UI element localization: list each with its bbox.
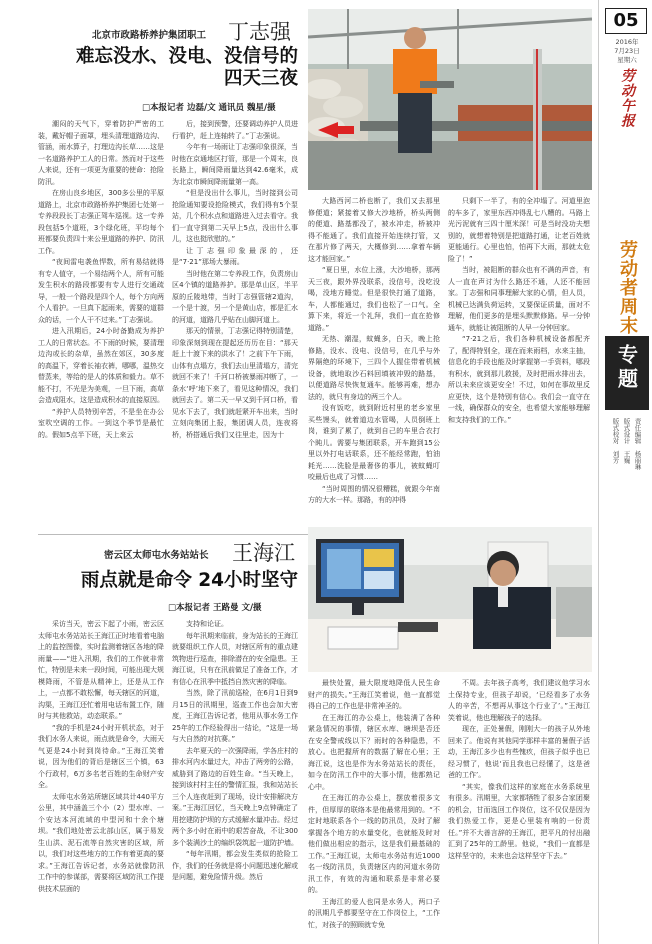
paragraph: “每年汛期，都会发生类似的抢险工作，我们的任务就是将小问题迅速化解或是问题，避免险情升级。然后 — [172, 850, 298, 881]
date-weekday: 星期六 — [617, 56, 637, 64]
story1-kicker: 北京市政路桥养护集团职工 — [92, 30, 207, 41]
page-number: 05 — [613, 10, 639, 31]
paragraph: “其实，像我们这样的家庭在水务系统里有很多。汛期里，大家都牺牲了很多合家团聚的机会，甘而选回工作岗位，这不仅仅是因为我们热爱工作，更是心里装有响的一份责任。”并不大善言辞的王海江，把平凡的付出融汇到了25年的工龄里。他说，“我们一直都是这样坚守的，未来也会这样坚守下去。” — [448, 782, 590, 860]
paragraph: 大路西河二桥也断了，我们又去那里修便道；紧接着又修大沙地桥，桥头两侧的便道、路基都没了，被水冲走，桥被冲得不能通了。我们直接开始连续打管，又在那片修了两天，大概修到……拿着车辆这才能回家。” — [308, 197, 440, 263]
story1-photo — [308, 9, 592, 190]
paragraph: 进入汛期后，24小时备勤成为养护工人的日常状态。不下雨的时候，要清理边沟或长的杂草，虽然在郊区，30多度的高温下，穿着长袖衣裤，哪哪，温热交替蒸来，等给的是人的体质和毅力。草不能不打，不光是为美观，一旦下雨，高草会造成阻水，这是造成积水的直接原因。 — [38, 327, 164, 404]
paragraph: “养护人员特别辛苦，不是坐在办公室吹空调的工作。一到这个季节是最忙的。假如5点半下班，天上来云 — [38, 407, 164, 439]
page-number-box — [605, 8, 647, 34]
story1-column-1 — [38, 119, 164, 528]
paragraph: “夏日里，水位上涨，大沙地桥，那两天三夜，跟外界没联系，没信号，没吃没喝，没地方睡觉。但是很快打通了道路，车，人都能通过，我们也松了一口气。全算下来，将近一个礼拜，我们一直在抢修道路。” — [308, 266, 440, 332]
man-at-computer-photo — [308, 527, 592, 672]
paragraph: 最快处置，最大限度地降低人民生命财产的损失。”王海江笑着说，他一直都觉得自己的工作也是非常神圣的。 — [308, 679, 440, 710]
worker-at-pipe-photo — [308, 9, 592, 190]
paragraph: “7·21之后，我们各种机械设备都配齐了，配得特别全，现在而来雨档，水来主抽，信息化的手段也能及时掌握第一手资料，哪段有积水，就到那儿救援，及时把雨水排出去，所以未来应该更安全！不过，如何在事故里反应更快，这个是特别有信心。我们会一直守在一线，确保群众的安全，也希望大家能够理解和支持我们的工作。” — [448, 335, 590, 424]
paper-logo — [605, 68, 649, 128]
story1-headline — [40, 46, 298, 90]
story1-headline-line1: 难忘没水、没电、没信号的 — [75, 46, 298, 67]
section-banner — [605, 240, 649, 335]
credit-designer: 版式设计 王巍 — [622, 418, 631, 464]
paragraph: 现在，正处暑假，刚刚大一的孩子从外地回来了。他说有其他同学那样丰富的暑假子活动，王海江多少也有些愧疚，但孩子似乎也已经习惯了，他说‘而且我也已经懂了，这是爸爸的工作’。 — [448, 725, 590, 779]
paragraph: 支持和论证。 — [186, 620, 228, 628]
paragraph: 采访当天，密云下起了小雨，密云区太师屯水务站站长王海江正时地看着电脑上的监控图像，实时监测着辖区各地的降雨量——“进入汛期，我们的工作就非常忙，特别是未来一段时间，可能出现大规模降雨，不管是从精神上，还是从工作上，一点都不敢松懈，每天辖区的河道，沟渠，王海江还忙着用电话布置工作，随时与其他救站，动态联系。” — [38, 620, 164, 720]
section-subtitle-box — [605, 336, 649, 410]
paragraph: 今年有一场雨让丁志强印象很深，当时他在京通地区打管，那是一个周末，良长路上，瞬间降雨量达到42.6毫米，成为北京市瞬间降雨量第一高。 — [172, 143, 298, 186]
paragraph: 太师屯水务站所辖区域共计440平方公里，其中涵盖三个小（2）型水库、一个安达本河流域的中型河和十余个塘坝。“我们地处密云北部山区，属于易发生山洪、泥石流等自然灾害的区域，所以，我们对这些地方的工作有着更高的要求。”王海江告诉记者，水务站就像防汛工作中的参谋部，需要将区域防汛工作提供技术层面的 — [38, 792, 164, 893]
story1-person-name: 丁志强 — [228, 20, 291, 44]
section-subtitle: 专题 — [614, 344, 639, 392]
sidebar-divider — [598, 0, 599, 944]
paragraph: 没有饭吃，就到附近村里的老乡家里买些馒头，就着道边水管喝，人员倒班上岗，谁到了累了，就到自己的车里合衣打个盹儿。需要与集团联系，开车跑到15公里以外打电话联系，还不能经常跑，怕油耗光……洗脸是最奢侈的事儿，被蚊蝇叮咬最后也成了习惯…… — [308, 404, 440, 481]
paragraph: 潮闷的天气下，穿着防护严密的工装，戴好帽子面罩，埋头清理道路边沟、管涵，雨水算子，打理边沟长草……这是一名道路养护工人的日常。然而对于这些人来说，还有一项更为重要的使命：抢险防汛。 — [38, 120, 164, 186]
story2-kicker: 密云区太师屯水务站站长 — [104, 550, 209, 561]
story2-column-2 — [172, 619, 298, 937]
paragraph: 那天的情景，丁志强记得特别清楚，印象深刻到现在提起还历历在目：“那天赶上十渡下来的洪水了！之前下午下雨，山体有点塌方，我们去山里清塌方，清完就回不来了！千河口桥被暴雨冲断了，一条水‘呼’地下来了，看见这种情况，我们就回去了。第二天一早又到千河口桥，看见水下去了，我们就赶紧开车出来，当时立刻向集团上报，集团调人员，连夜将桥，桥搭通后我们又往里走，因为十 — [172, 327, 298, 439]
paragraph: “但是没出什么事儿，当时接到公司抢险通知要设抢险模式，我们得有5个泵站，几个积水点和道路进入过去看守。我们一直守到第二天早上5点，没出什么事儿，这也挺欣慰的。” — [172, 189, 298, 243]
story2-column-1 — [38, 619, 164, 937]
paragraph: 只剩下一半了，有的全冲塌了。河道里泡的车多了，家里东西冲得乱七八糟的。马路上光污泥就有三四十厘米深！可是当时没功夫想别的，就想着特别是把道路打通，让老百姓就更能通行。心里也怕，怕再下大雨，那就太危险了！” — [448, 197, 590, 263]
paragraph: 无热、潮湿，蚊蝇多，白天，晚上抢修路，没水、没电、没信号，在几乎与外界隔绝的环境下，三四个人握住带着机械设备，就地取沙石料回填被冲毁的路基，以便道路尽快恢复通车。能够再难，想办法的，就只有身边的两三个人。 — [308, 335, 440, 401]
paragraph: “当时周围的情况很糟糕，就跟今年南方的大水一样。那路，有的冲得 — [308, 484, 440, 504]
credit-editor: 责任编辑 杨丽琳 — [633, 418, 642, 470]
paragraph: 去年夏天的一次强降雨，学各庄村的排水河内水量过大，冲击了两旁的公路，威胁到了路边的百姓生命。“当天晚上，接到该村村主任的警情汇报，我和站站长三个人连夜赶到了现场，设计安排解决方案。”王海江回忆，当天晚上9点钟确定了用挖建防护坝的方式缓解水量冲击。经过两个多小时在雨中的艰苦奋战，不让300多个装满沙土的编织袋筑起一道防护墙。 — [172, 746, 298, 847]
paragraph: 在王海江的办公桌上，摆放着很多文件，但厚厚的联络本是他最常用到的。“不定时地联系各个一线的防汛员，及时了解掌握各个地方的水量变化，也就能及时对他们做出相应的指示，这是我们最基础的工作。”王海江说，太师屯水务站有近1000名一线防汛员，负责辖区内的河道水务防汛工作，有效的沟通和联系是非常必要的。 — [308, 794, 440, 894]
story1-headline-line2: 四天三夜 — [223, 68, 298, 89]
story1-byline: □本报记者 边磊/文 通讯员 魏星/摄 — [142, 103, 276, 113]
paragraph: 让丁志强印象最深的，还是“7·21”那场大暴雨。 — [172, 246, 298, 266]
paragraph: 当时，被阻断的群众也有不满的声音，有人一直在声讨为什么路还不通，人还不能回家。丁志强和同事理解大家的心情，但人员，机械已达满负荷运转，又要保证质量，面对不理解，他们更多的是埋头默默修路。早一分钟通车，就能让被阻断的人早一分钟回家。 — [448, 266, 590, 332]
story2-column-4 — [448, 678, 590, 937]
paragraph: “我的手机是24小时开机状态，对于我们水务人来说，雨点就是命令，大雨天气更是24小时到岗待命。”王海江笑着说，因为他们的背后是辖区三个镇，63个行政村，6万多名老百姓的生命财产安全。 — [38, 723, 164, 789]
paragraph: 在王海江的办公桌上，他装满了各种紧急情况的事情，辖区水库、塘坝是否还在安全警戒线以下？雨时的各种隐患，不放心。也把握所有的数据了解在心里；王海江说，这也是作为水务站站长的责任，如今在防汛工作中的大事小情，他都熟记心中。 — [308, 713, 440, 791]
paragraph: 王海江的爱人也同是水务人，两口子的汛期几乎都要坚守在工作岗位上，“工作忙，对孩子的照顾就专免 — [308, 897, 440, 929]
date-year: 2016年 — [615, 38, 639, 46]
story2-person-name: 王海江 — [232, 541, 295, 565]
paragraph: 当时他在第二专养段工作，负责房山区4个镇的道路养护。那是单山区，半平原的丘陵地带，当时丁志强管辖2道沟，一个是十渡，另一个是黄山店，都是汇水的河道，道路几乎贴在山脚河道上。 — [172, 269, 298, 324]
paragraph: 每年汛期来临前，身为站长的王海江就要组织工作人员，对辖区所有的重点建筑物进行巡查，排除潜在的安全隐患。王海江说，只有在汛前做足了准备工作，才有信心在汛季中抵挡自然灾害的降临。 — [172, 631, 298, 686]
paragraph: “夜间雷电袭鱼悍数，所有易结就得有专人值守，一个易结两个人，所有可能发生积水的路段都要有专人进行交通疏导，一般一个路段是四个人，每个方向两个人看护。一旦真下起雨来，需要的道群众的话，一个人干不过来。”丁志强说。 — [38, 258, 164, 324]
story2-column-3 — [308, 678, 440, 937]
paragraph: 在房山良乡地区，300多公里的平原道路上，北京市政路桥养护集团七处第一专养段段长丁志强正驾车巡视。这一专养段包括5个道班，3个绿化班，平均每个班都要负责四十来公里道路的养护、防汛工作。 — [38, 189, 164, 255]
paragraph: 后，接到预警，还要调动养护人员进行看护，赶上连轴转了。”丁志强说。 — [172, 120, 298, 140]
paragraph: 当然，除了汛前巡检，在6月1日到9月15日的汛期里，巡查工作也会加大密度，王海江告诉记者，他用从事水务工作25年的工作经验得出一结论，“这是一场与大自然的对抗赛。” — [172, 689, 298, 743]
story2-photo — [308, 527, 592, 672]
section-title: 劳动者周末 — [617, 240, 638, 335]
story1-column-2 — [172, 119, 298, 528]
paper-name: 劳动午报 — [619, 68, 635, 128]
issue-date — [605, 38, 649, 65]
story2-headline: 雨点就是命令 24小时坚守 — [80, 570, 298, 591]
story2-byline: □本报记者 王路曼 文/摄 — [168, 603, 262, 613]
date-month-day: 7月23日 — [614, 47, 640, 55]
story1-column-4 — [448, 196, 590, 528]
credit-proofreader: 版式校对 刘芳 — [611, 418, 620, 464]
story1-column-3 — [308, 196, 440, 528]
credits — [605, 418, 649, 528]
paragraph: 不周。去年孩子高考，我们建议他学习水土保持专业，但孩子却说，‘已经看多了水务人的辛苦，不想再从事这个行业了’。”王海江笑着说，他也理解孩子的选择。 — [448, 679, 590, 722]
